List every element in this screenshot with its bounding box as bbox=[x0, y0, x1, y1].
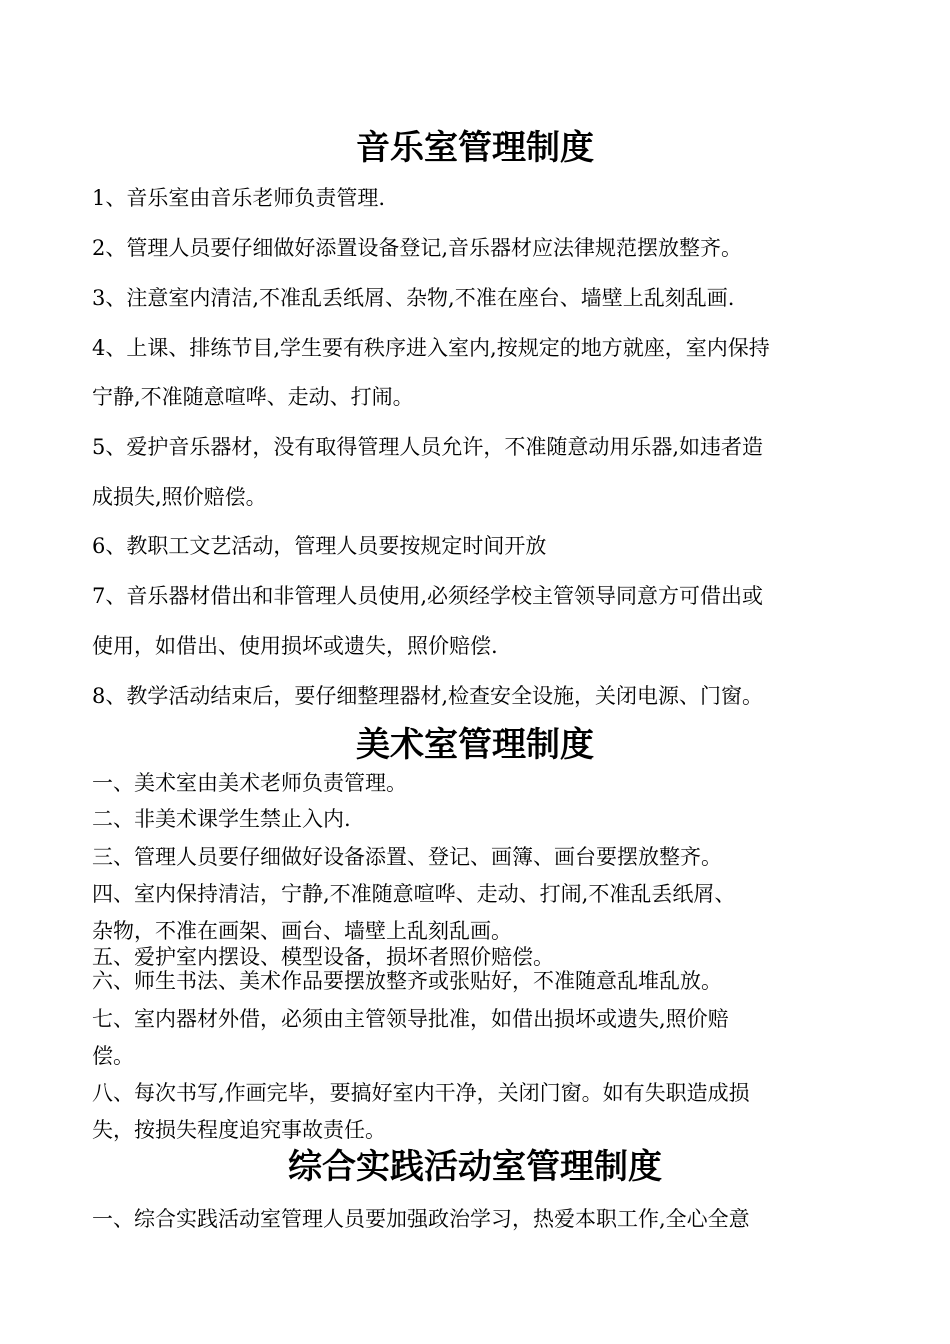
section-title-practice-room: 综合实践活动室管理制度 bbox=[288, 1147, 662, 1187]
rule-line: 五、爱护室内摆设、模型设备，损坏者照价赔偿。 bbox=[92, 945, 554, 969]
rule-line: 四、室内保持清洁，宁静,不准随意喧哗、走动、打闹,不准乱丢纸屑、 bbox=[92, 882, 736, 906]
section-title-art-room: 美术室管理制度 bbox=[356, 725, 594, 765]
rule-line: 宁静,不准随意喧哗、走动、打闹。 bbox=[92, 385, 414, 409]
rule-line: 偿。 bbox=[92, 1044, 134, 1068]
rule-line: 杂物，不准在画架、画台、墙壁上乱刻乱画。 bbox=[92, 919, 512, 943]
rule-line: 8、教学活动结束后，要仔细整理器材,检查安全设施，关闭电源、门窗。 bbox=[92, 684, 764, 708]
rule-line: 6、教职工文艺活动，管理人员要按规定时间开放 bbox=[92, 534, 547, 558]
rule-line: 1、音乐室由音乐老师负责管理. bbox=[92, 186, 386, 210]
rule-line: 六、师生书法、美术作品要摆放整齐或张贴好，不准随意乱堆乱放。 bbox=[92, 969, 722, 993]
rule-line: 4、上课、排练节目,学生要有秩序进入室内,按规定的地方就座，室内保持 bbox=[92, 336, 770, 360]
rule-line: 7、音乐器材借出和非管理人员使用,必须经学校主管领导同意方可借出或 bbox=[92, 584, 764, 608]
section-title-music-room: 音乐室管理制度 bbox=[356, 128, 594, 168]
rule-line: 一、综合实践活动室管理人员要加强政治学习，热爱本职工作,全心全意 bbox=[92, 1207, 750, 1231]
rule-line: 2、管理人员要仔细做好添置设备登记,音乐器材应法律规范摆放整齐。 bbox=[92, 236, 743, 260]
rule-line: 三、管理人员要仔细做好设备添置、登记、画簿、画台要摆放整齐。 bbox=[92, 845, 722, 869]
rule-line: 失，按损失程度追究事故责任。 bbox=[92, 1118, 386, 1142]
rule-line: 使用，如借出、使用损坏或遗失，照价赔偿. bbox=[92, 634, 498, 658]
rule-line: 3、注意室内清洁,不准乱丢纸屑、杂物,不准在座台、墙壁上乱刻乱画. bbox=[92, 286, 735, 310]
rule-line: 八、每次书写,作画完毕，要搞好室内干净，关闭门窗。如有失职造成损 bbox=[92, 1081, 750, 1105]
rule-line: 七、室内器材外借，必须由主管领导批准，如借出损坏或遗失,照价赔 bbox=[92, 1007, 729, 1031]
rule-line: 成损失,照价赔偿。 bbox=[92, 485, 267, 509]
rule-line: 二、非美术课学生禁止入内. bbox=[92, 807, 351, 831]
rule-line: 5、爱护音乐器材，没有取得管理人员允许，不准随意动用乐器,如违者造 bbox=[92, 435, 764, 459]
rule-line: 一、美术室由美术老师负责管理。 bbox=[92, 771, 407, 795]
